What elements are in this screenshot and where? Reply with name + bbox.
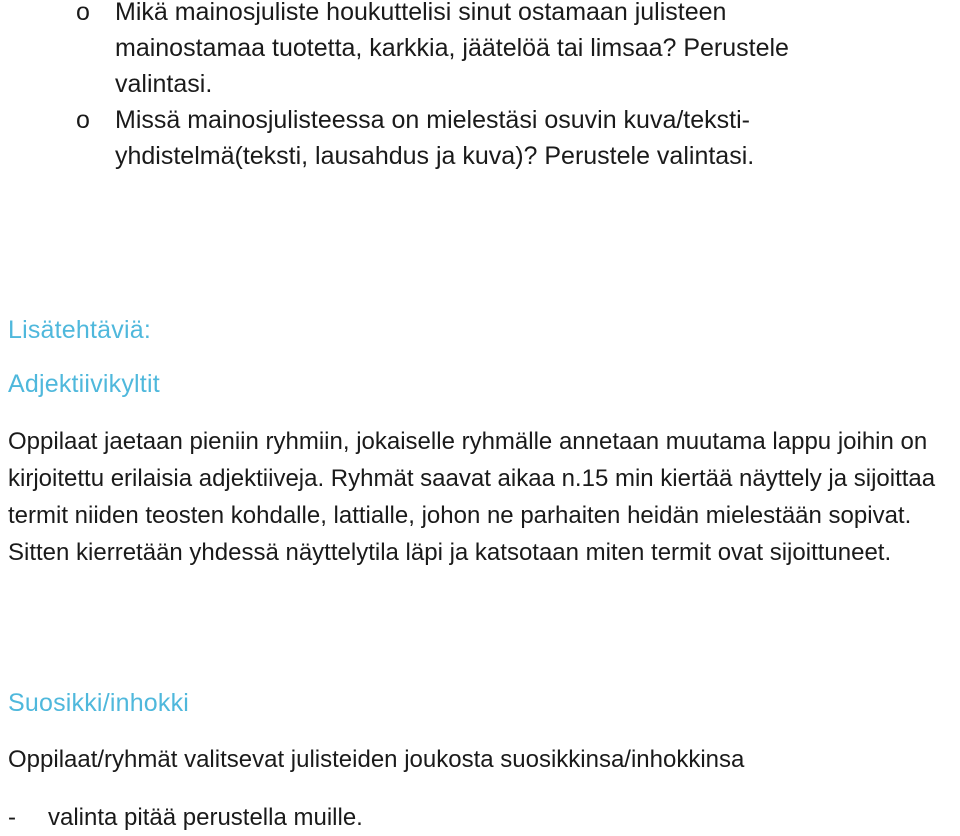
bullet-marker: o bbox=[76, 0, 90, 26]
adjectives-paragraph: Oppilaat jaetaan pieniin ryhmiin, jokaiselle ryhmälle annetaan muutama lappu joihin on kirjoitettu erilaisia adjektiiveja. Ryhmät saavat aikaa n.15 min kiertää näyttely ja sijoittaa termit niiden teosten kohdalle, lattialle, johon ne parhaiten heidän mielestään sopivat. Sitten kierretään yhdessä näyttelytila läpi ja katsotaan miten termit ovat sijoittuneet. bbox=[8, 428, 936, 566]
question-list bbox=[0, 0, 960, 174]
bullet-text: Missä mainosjulisteessa on mielestäsi osuvin kuva/teksti-yhdistelmä(teksti, lausahdus ja kuva)? Perustele valintasi. bbox=[115, 106, 755, 170]
dash-marker: - bbox=[8, 804, 16, 831]
favorite-dash-item bbox=[8, 799, 363, 836]
bullet-marker: o bbox=[76, 106, 90, 134]
list-item bbox=[0, 0, 815, 102]
favorite-heading: Suosikki/inhokki bbox=[8, 689, 190, 717]
dash-item-text: valinta pitää perustella muille. bbox=[48, 804, 363, 831]
bullet-text: Mikä mainosjuliste houkuttelisi sinut ostamaan julisteen mainostamaa tuotetta, karkkia, jäätelöä tai limsaa? Perustele valintasi. bbox=[115, 0, 789, 98]
favorite-paragraph: Oppilaat/ryhmät valitsevat julisteiden joukosta suosikkinsa/inhokkinsa bbox=[8, 746, 745, 773]
list-item bbox=[0, 102, 815, 174]
adjectives-heading: Adjektiivikyltit bbox=[8, 370, 160, 398]
extra-tasks-heading: Lisätehtäviä: bbox=[8, 316, 151, 344]
